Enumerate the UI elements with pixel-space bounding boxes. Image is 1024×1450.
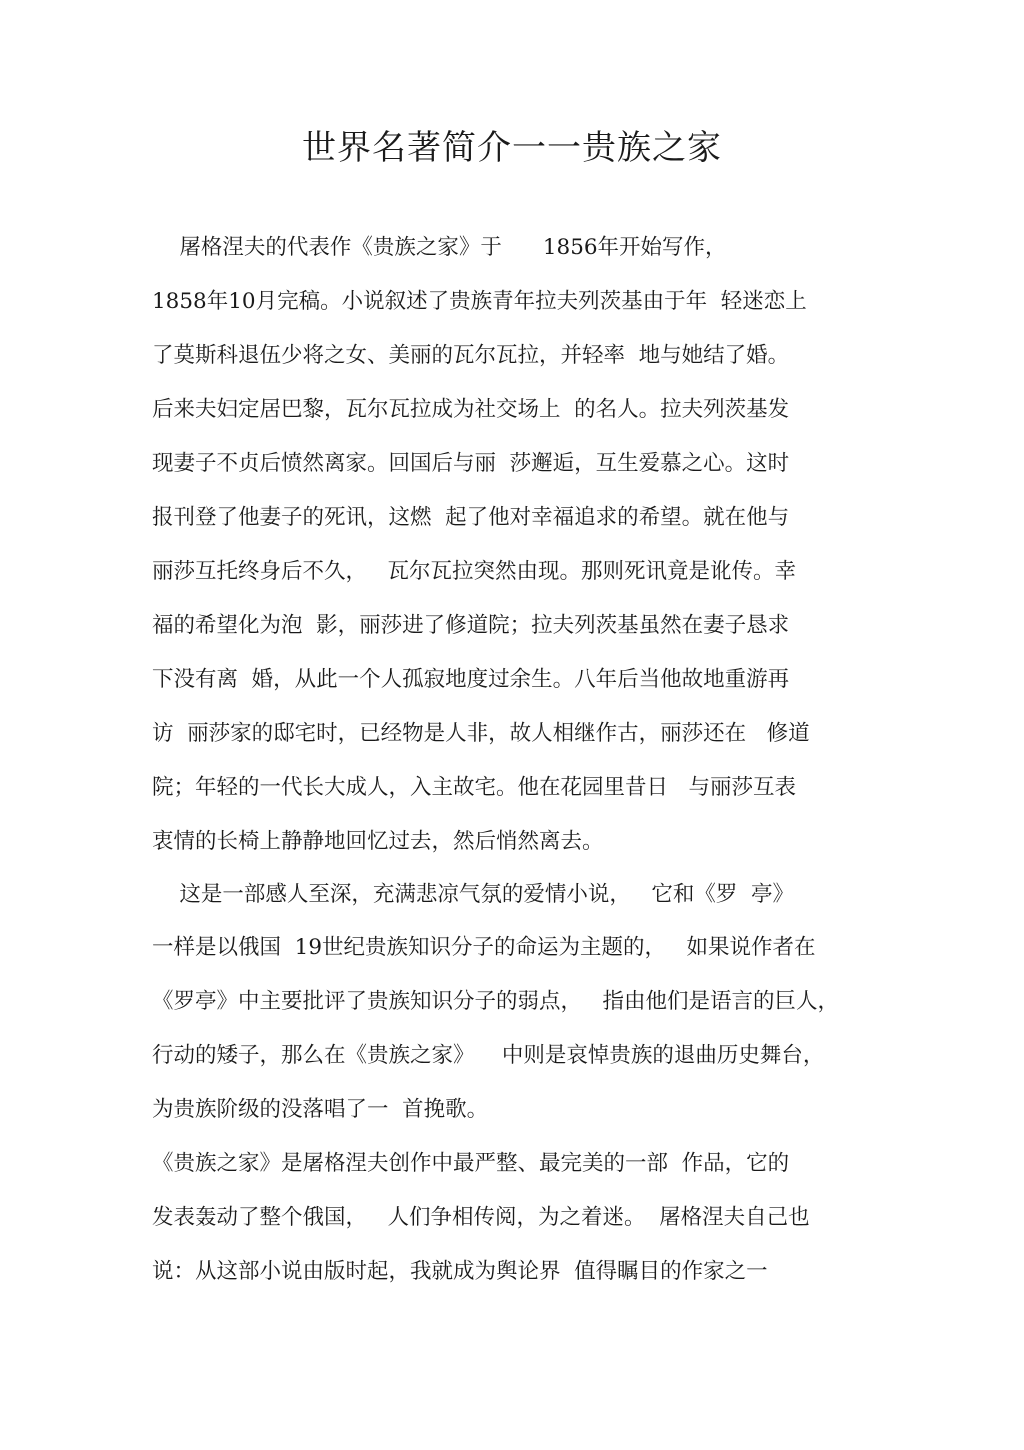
text-line: 院；年轻的一代长大成人，入主故宅。他在花园里昔日 与丽莎互表 <box>152 775 797 800</box>
text-line: 一样是以俄国 19世纪贵族知识分子的命运为主题的， 如果说作者在 <box>152 935 816 960</box>
text-line: 了莫斯科退伍少将之女、美丽的瓦尔瓦拉，并轻率 地与她结了婚。 <box>152 343 790 368</box>
text-line: 报刊登了他妻子的死讯，这燃 起了他对幸福追求的希望。就在他与 <box>152 505 790 530</box>
text-line: 屠格涅夫的代表作《贵族之家》于 1856年开始写作， <box>152 235 727 260</box>
text-line: 福的希望化为泡 影，丽莎进了修道院；拉夫列茨基虽然在妻子恳求 <box>152 613 790 638</box>
text-line: 1858年10月完稿。小说叙述了贵族青年拉夫列茨基由于年 轻迷恋上 <box>152 289 807 314</box>
text-line: 《贵族之家》是屠格涅夫创作中最严整、最完美的一部 作品，它的 <box>152 1151 790 1176</box>
text-line: 行动的矮子，那么在《贵族之家》 中则是哀悼贵族的退曲历史舞台， <box>152 1043 825 1068</box>
text-line: 衷情的长椅上静静地回忆过去，然后悄然离去。 <box>152 829 604 854</box>
text-line: 下没有离 婚，从此一个人孤寂地度过余生。八年后当他故地重游再 <box>152 667 790 692</box>
text-line: 后来夫妇定居巴黎，瓦尔瓦拉成为社交场上 的名人。拉夫列茨基发 <box>152 397 790 422</box>
page-title: 世界名著简介一一贵族之家 <box>302 128 722 168</box>
text-line: 说：从这部小说由版时起，我就成为舆论界 值得瞩目的作家之一 <box>152 1259 768 1284</box>
text-line: 丽莎互托终身后不久， 瓦尔瓦拉突然由现。那则死讯竟是讹传。幸 <box>152 559 797 584</box>
text-line: 访 丽莎家的邸宅时，已经物是人非，故人相继作古，丽莎还在 修道 <box>152 721 810 746</box>
text-line: 为贵族阶级的没落唱了一 首挽歌。 <box>152 1097 489 1122</box>
text-line: 现妻子不贞后愤然离家。回国后与丽 莎邂逅，互生爱慕之心。这时 <box>152 451 790 476</box>
text-line: 《罗亭》中主要批评了贵族知识分子的弱点， 指由他们是语言的巨人， <box>152 989 840 1014</box>
text-line: 这是一部感人至深，充满悲凉气氛的爱情小说， 它和《罗 亭》 <box>152 882 795 907</box>
text-line: 发表轰动了整个俄国， 人们争相传阅，为之着迷。 屠格涅夫自己也 <box>152 1205 810 1230</box>
